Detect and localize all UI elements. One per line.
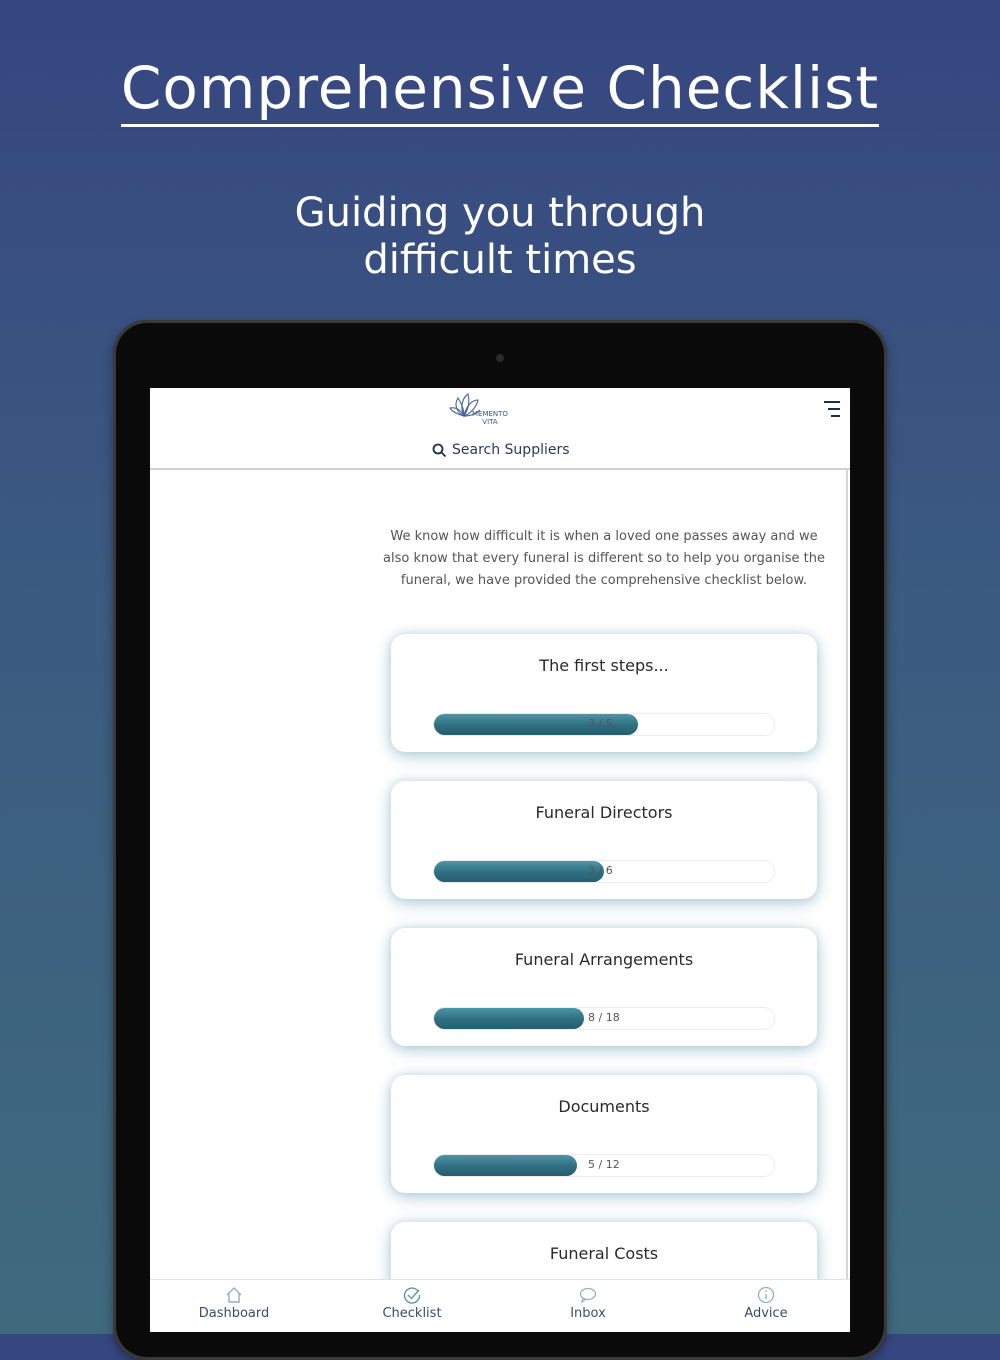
- checklist-card-funeral-arrangements[interactable]: [391, 928, 817, 1046]
- logo-text: [472, 410, 508, 426]
- search-suppliers-button[interactable]: [432, 442, 570, 458]
- progress-count: 3 / 6: [588, 864, 613, 877]
- nav-advice-label: Advice: [744, 1306, 788, 1321]
- chat-icon: [578, 1286, 598, 1304]
- tablet-camera: [496, 354, 504, 362]
- promo-subline-2: difficult times: [363, 237, 637, 283]
- promo-headline-text: Comprehensive Checklist: [121, 54, 879, 127]
- logo-text-1: MEMENTO: [472, 410, 508, 418]
- progress-fill: [434, 861, 604, 882]
- progress-count: 3 / 5: [588, 717, 613, 730]
- hamburger-menu-icon[interactable]: [822, 398, 842, 420]
- progress-count: 5 / 12: [588, 1158, 620, 1171]
- card-title: Funeral Costs: [549, 1244, 659, 1263]
- promo-headline: [0, 54, 1000, 122]
- progress-track: [433, 1154, 775, 1177]
- checklist-content: [150, 470, 850, 1280]
- logo-text-2: VITA: [482, 418, 498, 426]
- search-suppliers-bar[interactable]: [150, 434, 850, 470]
- bottom-nav: [150, 1279, 850, 1332]
- checklist-card-documents[interactable]: [391, 1075, 817, 1193]
- search-icon: [432, 443, 447, 458]
- search-suppliers-label: Search Suppliers: [452, 442, 570, 458]
- tablet-frame: [113, 320, 887, 1360]
- promo-subline-1: Guiding you through: [294, 190, 706, 236]
- progress-fill: [434, 1008, 584, 1029]
- checklist-card-funeral-directors[interactable]: [391, 781, 817, 899]
- nav-dashboard-label: Dashboard: [198, 1306, 270, 1321]
- progress-count: 8 / 18: [588, 1011, 620, 1024]
- card-title: Documents: [558, 1097, 650, 1116]
- card-title: Funeral Directors: [535, 803, 673, 822]
- progress-fill: [434, 1155, 577, 1176]
- card-title: The first steps...: [539, 656, 669, 675]
- progress-track: [433, 860, 775, 883]
- nav-inbox-label: Inbox: [570, 1306, 606, 1321]
- progress-track: [433, 1007, 775, 1030]
- app-screen: [150, 388, 850, 1332]
- promo-subline: [0, 190, 1000, 284]
- scrollbar[interactable]: [846, 470, 848, 1280]
- nav-checklist-label: Checklist: [382, 1306, 442, 1321]
- app-header: [150, 388, 850, 435]
- info-icon: [756, 1286, 776, 1304]
- nav-advice[interactable]: [706, 1286, 826, 1321]
- progress-track: [433, 713, 775, 736]
- check-circle-icon: [402, 1286, 422, 1304]
- nav-dashboard[interactable]: [174, 1286, 294, 1321]
- nav-inbox[interactable]: [528, 1286, 648, 1321]
- card-title: Funeral Arrangements: [514, 950, 694, 969]
- intro-text: We know how difficult it is when a loved one passes away and we also know that every funeral is different so to help you organise the funeral, we have provided the comprehensive checklist below.: [383, 529, 825, 588]
- home-icon: [224, 1286, 244, 1304]
- checklist-card-first-steps[interactable]: [391, 634, 817, 752]
- nav-checklist[interactable]: [352, 1286, 472, 1321]
